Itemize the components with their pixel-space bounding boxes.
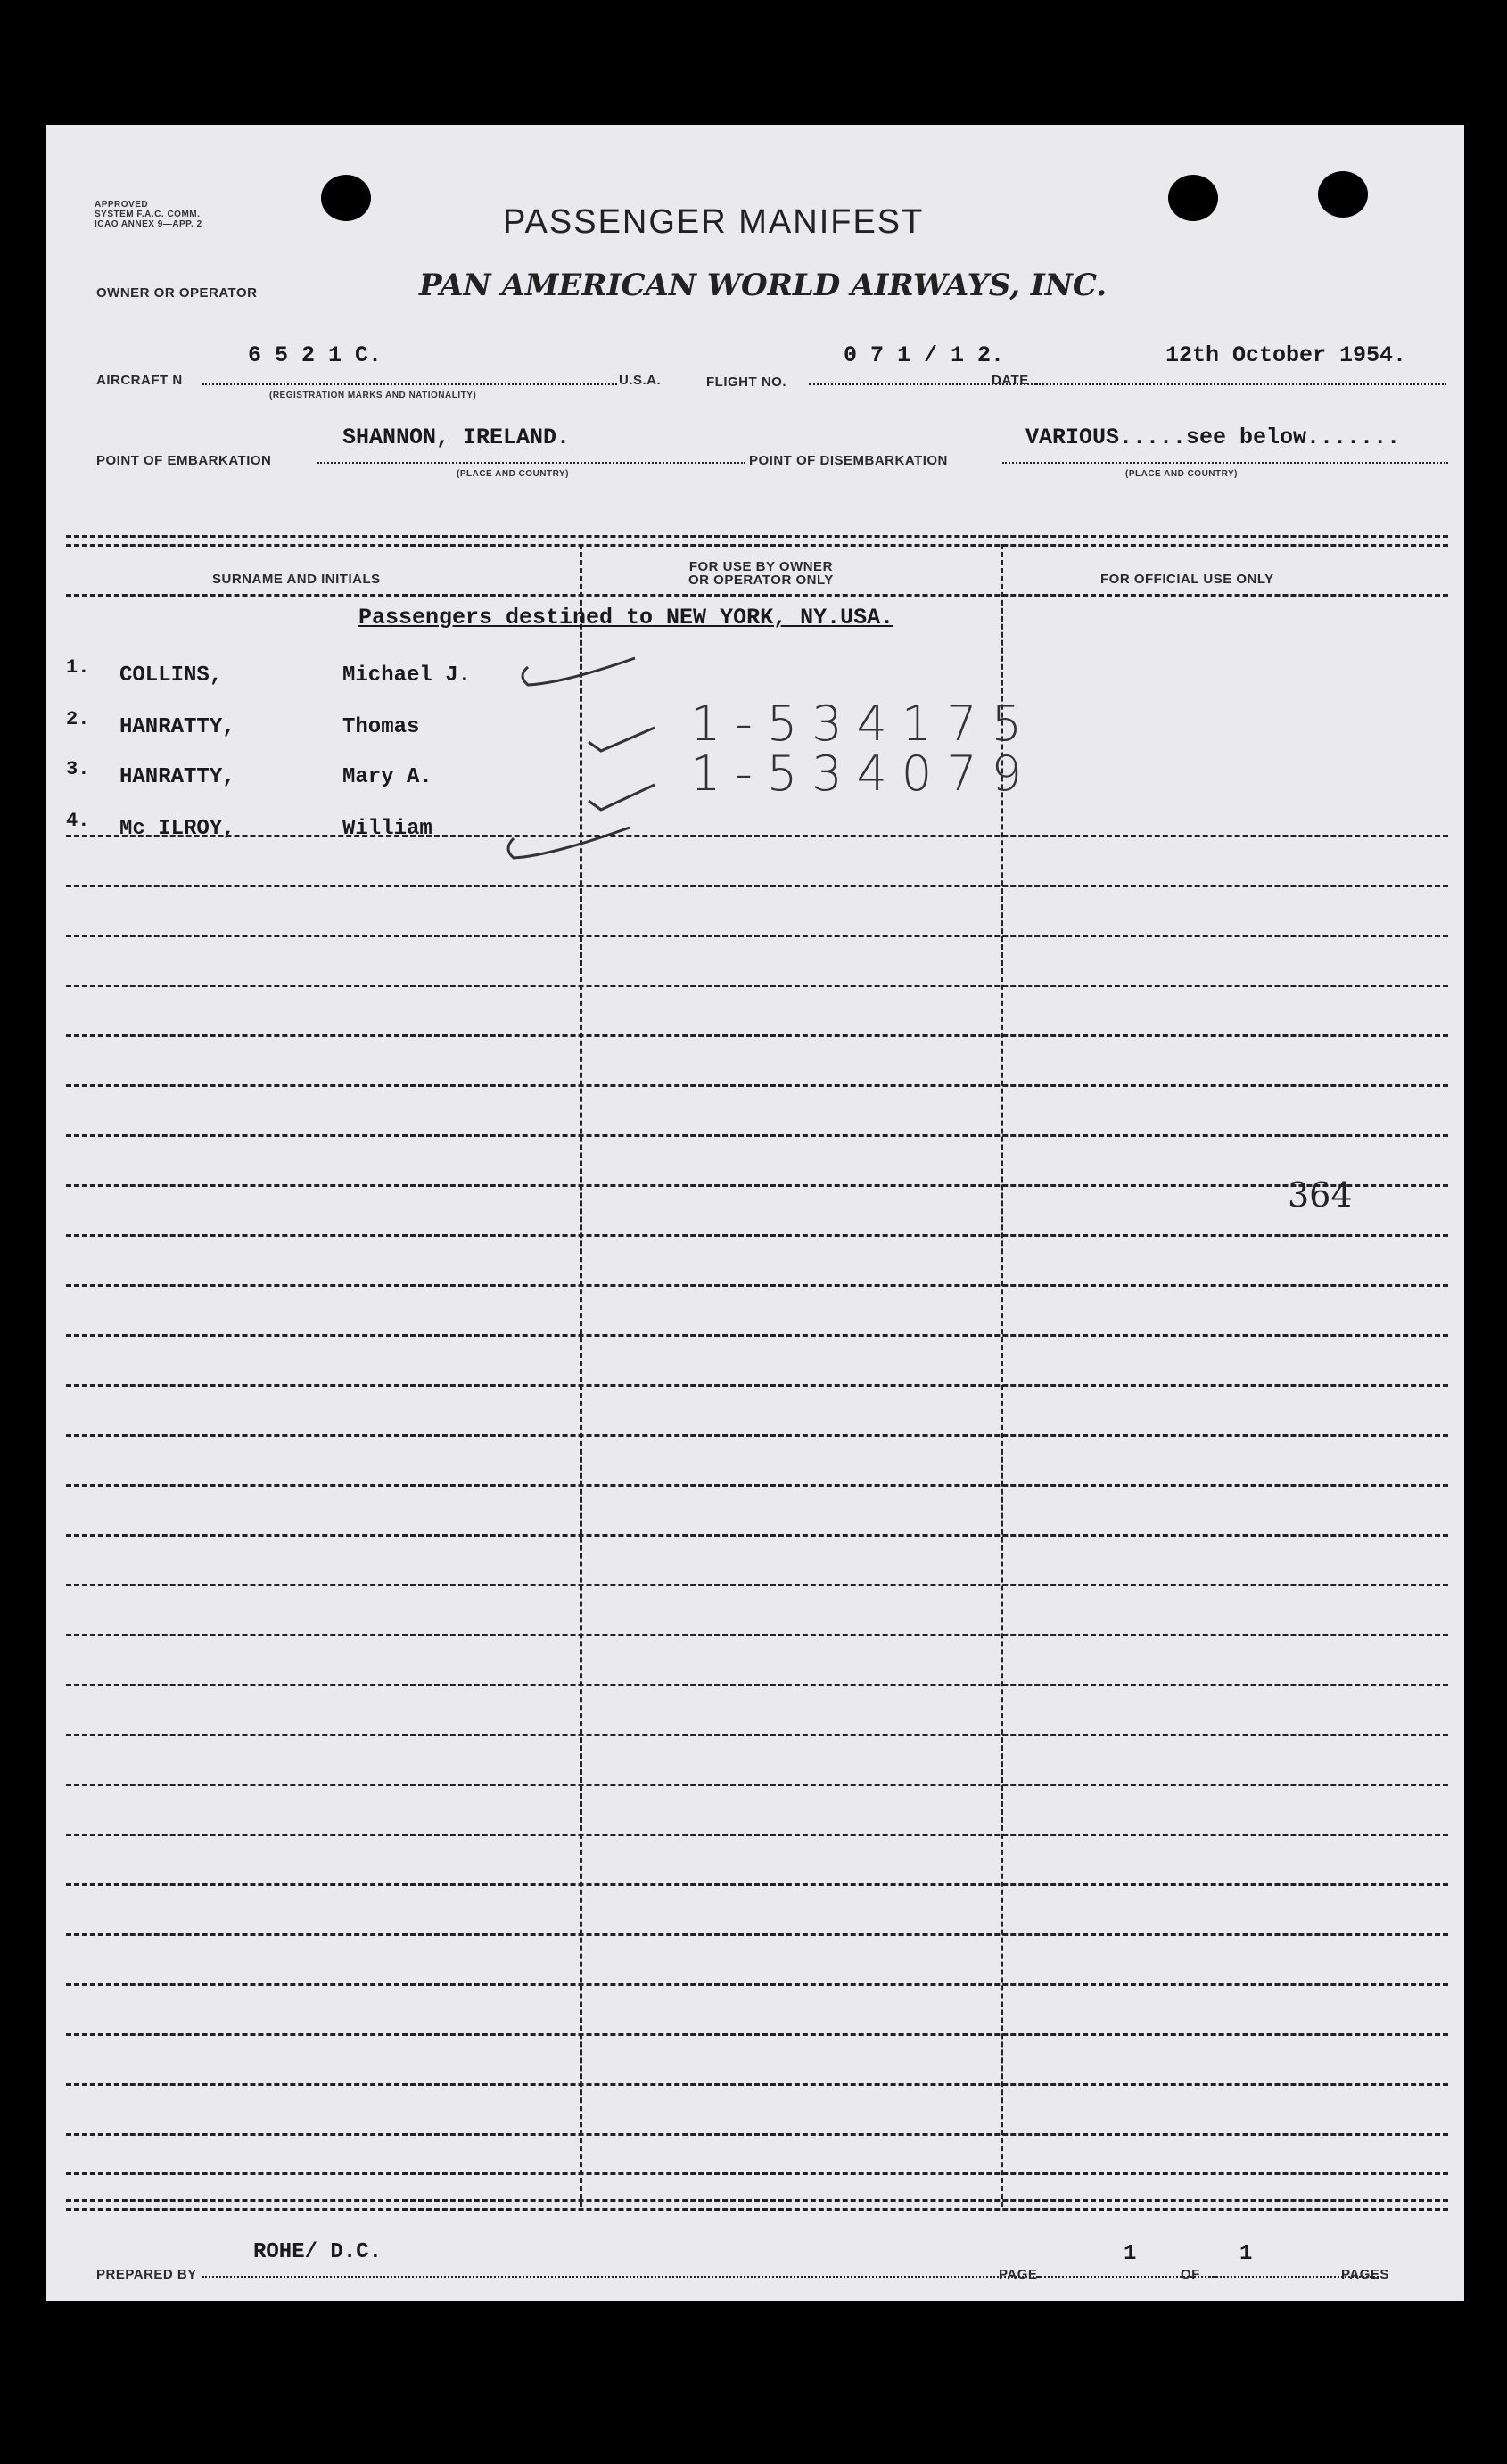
page-label: PAGE (999, 2267, 1038, 2282)
aircraft-value: 6 5 2 1 C. (248, 342, 383, 368)
date-label: DATE (992, 373, 1029, 388)
check-mark (589, 785, 655, 810)
page-value: 1 (1124, 2242, 1137, 2266)
prepared-value: ROHE/ D.C. (253, 2240, 383, 2264)
operator-name: PAN AMERICAN WORLD AIRWAYS, INC. (419, 268, 1108, 303)
official-number: 364 (1288, 1175, 1353, 1215)
flight-no-value: 0 7 1 / 1 2. (844, 342, 1005, 368)
row-number: 4. (66, 810, 90, 832)
row-number: 2. (66, 708, 90, 730)
flight-no-label: FLIGHT NO. (706, 375, 786, 390)
ticket-number: 1-534079 (690, 746, 1036, 802)
col-header-owner: FOR USE BY OWNER OR OPERATOR ONLY (688, 559, 834, 588)
registration-caption: (REGISTRATION MARKS AND NATIONALITY) (269, 391, 477, 400)
manifest-sheet (46, 125, 1464, 2301)
approved-line: ICAO ANNEX 9—APP. 2 (95, 219, 202, 229)
passenger-given-name: Mary A. (342, 765, 432, 789)
check-mark (589, 728, 655, 751)
usa-label: U.S.A. (619, 373, 662, 388)
date-value: 12th October 1954. (1165, 342, 1407, 368)
check-mark (523, 658, 635, 685)
passenger-surname: HANRATTY, (119, 715, 235, 739)
embarkation-label: POINT OF EMBARKATION (96, 453, 272, 468)
document-title: PASSENGER MANIFEST (503, 203, 925, 241)
passenger-surname: HANRATTY, (119, 765, 235, 789)
embarkation-caption: (PLACE AND COUNTRY) (457, 469, 569, 479)
disembarkation-value: VARIOUS.....see below....... (1025, 424, 1401, 450)
check-marks (46, 125, 1464, 1017)
col-header-surname: SURNAME AND INITIALS (212, 572, 381, 587)
passenger-given-name: William (342, 817, 432, 841)
aircraft-label: AIRCRAFT N (96, 373, 183, 388)
passenger-given-name: Thomas (342, 715, 420, 739)
prepared-label: PREPARED BY (96, 2267, 197, 2282)
embarkation-value: SHANNON, IRELAND. (342, 424, 571, 450)
table-bottom-border (66, 2199, 1448, 2202)
col-header-official: FOR OFFICIAL USE ONLY (1100, 572, 1274, 587)
prepared-line (202, 2276, 1041, 2278)
check-mark (508, 828, 630, 858)
of-label: OF (1181, 2267, 1200, 2282)
disembarkation-caption: (PLACE AND COUNTRY) (1125, 469, 1238, 479)
row-number: 3. (66, 758, 90, 780)
pages-value: 1 (1239, 2242, 1253, 2266)
passenger-surname: COLLINS, (119, 663, 223, 688)
table-bottom-border (66, 2208, 1448, 2211)
ticket-number: 1-534175 (690, 696, 1036, 752)
owner-label: OWNER OR OPERATOR (96, 285, 258, 301)
pages-label: PAGES (1341, 2267, 1389, 2282)
disembarkation-label: POINT OF DISEMBARKATION (749, 453, 948, 468)
passenger-surname: Mc ILROY, (119, 817, 235, 841)
destination-note: Passengers destined to NEW YORK, NY.USA. (358, 605, 894, 630)
passenger-given-name: Michael J. (342, 663, 472, 688)
approved-line: APPROVED (95, 200, 149, 210)
row-number: 1. (66, 656, 90, 679)
approved-line: SYSTEM F.A.C. COMM. (95, 210, 201, 219)
